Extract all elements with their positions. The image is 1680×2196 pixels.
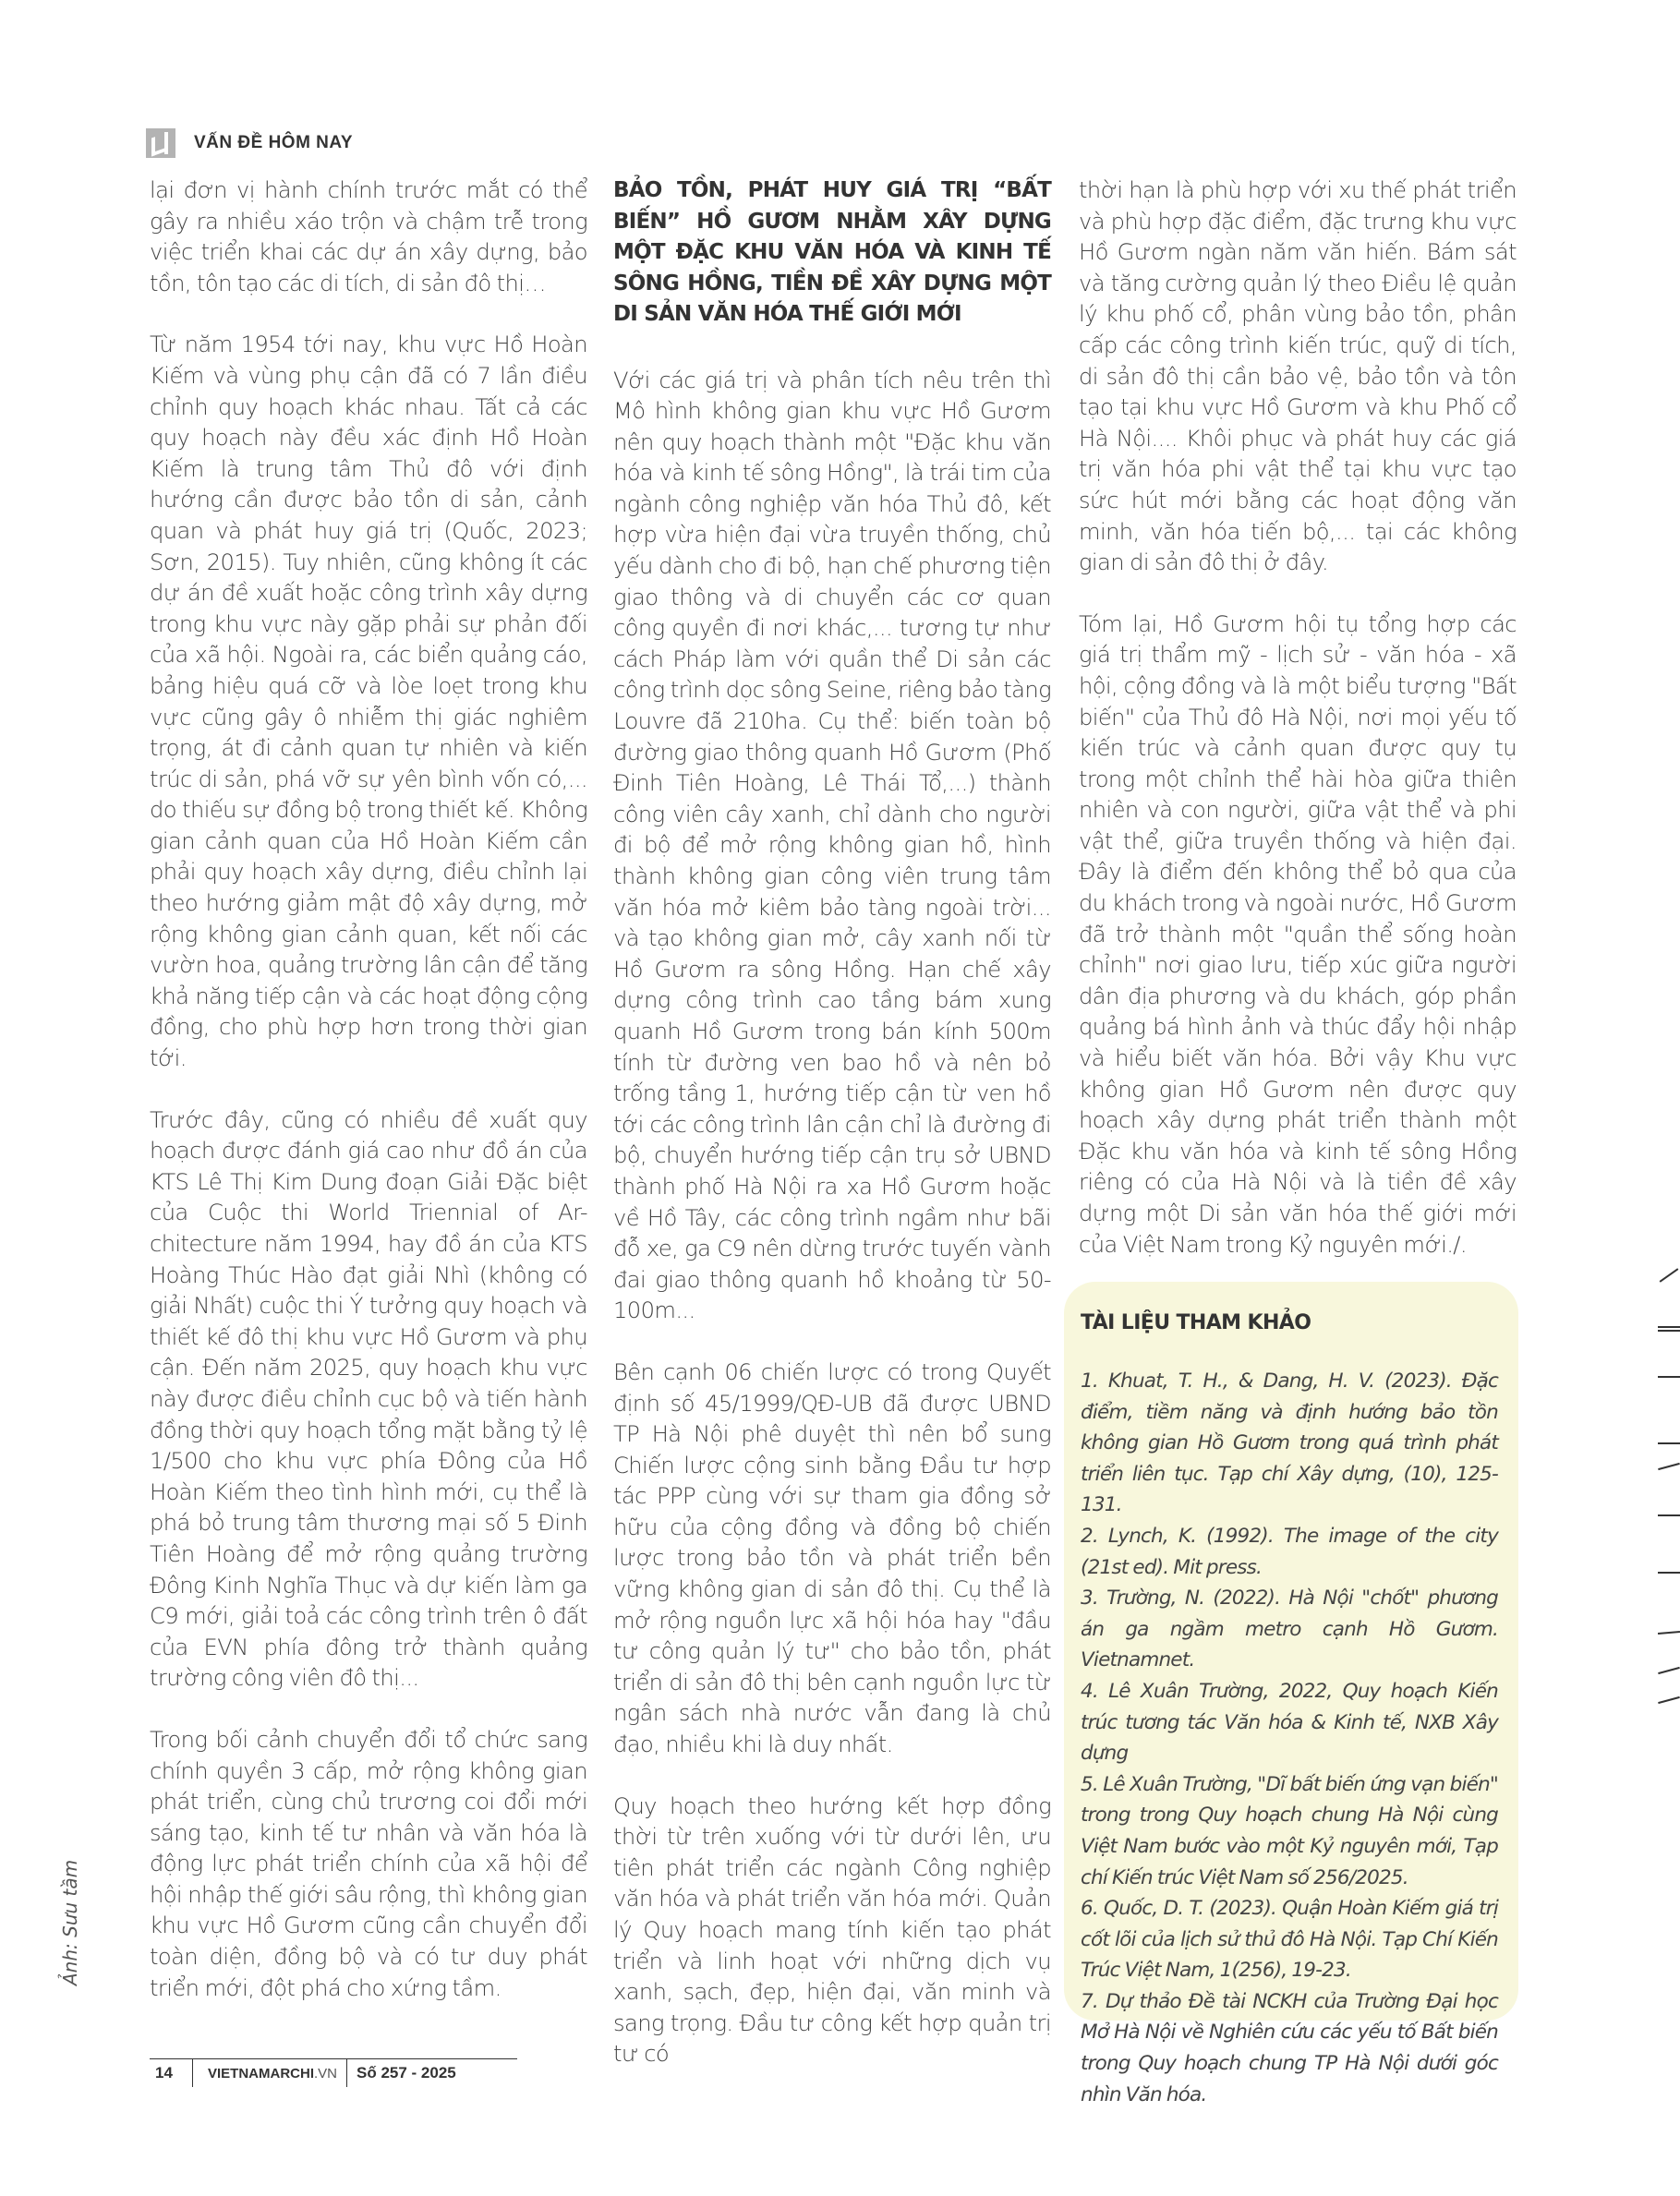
edge-stroke: [1660, 1268, 1679, 1282]
section-heading: BẢO TỒN, PHÁT HUY GIÁ TRỊ “BẤT BIẾN” HỒ GƯƠM NHẰM XÂY DỰNG MỘT ĐẶC KHU VĂN HÓA VÀ KINH TẾ SÔNG HỒNG, TIỀN ĐỀ XÂY DỰNG MỘT DI SẢN VĂN HÓA THẾ GIỚI MỚI: [613, 178, 1051, 326]
reference-item: 1. Khuat, T. H., & Dang, H. V. (2023). Đặc điểm, tiềm năng và định hướng bảo tồn không gian Hồ Gươm trong quá trình phát triển liên tục. Tạp chí Xây dựng, (10), 125-131.: [1081, 1369, 1498, 1517]
paragraph: Với các giá trị và phân tích nêu trên thì Mô hình không gian khu vực Hồ Gươm nên quy hoạch thành một "Đặc khu văn hóa và kinh tế sông Hồng", là trái tim của ngành công nghiệp văn hóa Thủ đô, kết hợp vừa hiện đại vừa truyền thống, chủ yếu dành cho đi bộ, hạn chế phương tiện giao thông và di chuyển các cơ quan công quyền đi nơi khác,... tương tự như cách Pháp làm với quần thể Di sản các công trình dọc sông Seine, riêng bảo tàng Louvre đã 210ha. Cụ thể: biến toàn bộ đường giao thông quanh Hồ Gươm (Phố Đinh Tiên Hoàng, Lê Thái Tổ,...) thành công viên cây xanh, chỉ dành cho người đi bộ để mở rộng không gian hồ, hình thành không gian công viên trung tâm văn hóa mở kiêm bảo tàng ngoài trời... và tạo không gian mở, cây xanh nối từ Hồ Gươm ra sông Hồng. Hạn chế xây dựng công trình cao tầng bám xung quanh Hồ Gươm trong bán kính 500m tính từ đường ven bao hồ và nên bỏ trống tầng 1, hướng tiếp cận từ ven hồ tới các công trình lân cận chỉ là đường đi bộ, chuyển hướng tiếp cận trụ sở UBND thành phố Hà Nội ra xa Hồ Gươm hoặc về Hồ Tây, các công trình ngầm như bãi đỗ xe, ga C9 nên dừng trước tuyến vành đai giao thông quanh hồ khoảng từ 50-100m...: [613, 367, 1051, 1324]
section-header: [146, 127, 353, 159]
edge-stroke: [1658, 1572, 1680, 1574]
reference-item: 3. Trường, N. (2022). Hà Nội "chốt" phương án ga ngầm metro cạnh Hồ Gươm. Vietnamnet.: [1081, 1587, 1498, 1672]
edge-stroke: [1658, 1376, 1680, 1378]
paragraph: Bên cạnh 06 chiến lược có trong Quyết định số 45/1999/QĐ-UB đã được UBND TP Hà Nội phê duyệt thì nên bổ sung Chiến lược cộng sinh bằng Đầu tư hợp tác PPP cùng với sự tham gia đồng sở hữu của cộng đồng và đồng bộ chiến lược trong bảo tồn và phát triển bền vững không gian di sản đô thị. Cụ thể là mở rộng nguồn lực xã hội hóa hay "đầu tư công quản lý tư" cho bảo tồn, phát triển di sản đô thị bên cạnh nguồn lực từ ngân sách nhà nước vẫn đang là chủ đạo, nhiều khi là duy nhất.: [613, 1358, 1051, 1758]
paragraph: Từ năm 1954 tới nay, khu vực Hồ Hoàn Kiếm và vùng phụ cận đã có 7 lần điều chỉnh quy hoạch khác nhau. Tất cả các quy hoạch này đều xác định Hồ Hoàn Kiếm là trung tâm Thủ đô với định hướng cần được bảo tồn di sản, cảnh quan và phát huy giá trị (Quốc, 2023; Sơn, 2015). Tuy nhiên, cũng không ít các dự án đề xuất hoặc công trình xây dựng trong khu vực này gặp phải sự phản đối của xã hội. Ngoài ra, các biển quảng cáo, bảng hiệu quá cỡ và lòe loẹt trong khu vực cũng gây ô nhiễm thị giác nghiêm trọng, át đi cảnh quan tự nhiên và kiến trúc di sản, phá vỡ sự yên bình vốn có,... do thiếu sự đồng bộ trong thiết kế. Không gian cảnh quan của Hồ Hoàn Kiếm cần phải quy hoạch xây dựng, điều chỉnh lại theo hướng giảm mật độ xây dựng, mở rộng không gian cảnh quan, kết nối các vườn hoa, quảng trường lân cận để tăng khả năng tiếp cận và các hoạt động cộng đồng, cho phù hợp hơn trong thời gian tới.: [150, 332, 587, 1072]
edge-stroke: [1658, 1326, 1680, 1328]
edge-stroke: [1658, 1696, 1680, 1704]
column-3: [1079, 175, 1517, 1291]
edge-stroke: [1658, 1442, 1680, 1444]
reference-item: 5. Lê Xuân Trường, "Dĩ bất biến ứng vạn biến" trong trong Quy hoạch chung Hà Nội cùng Việt Nam bước vào một Kỷ nguyên mới, Tạp chí Kiến trúc Việt Nam số 256/2025.: [1081, 1772, 1498, 1889]
paragraph: lại đơn vị hành chính trước mắt có thể gây ra nhiều xáo trộn và chậm trễ trong việc triển khai các dự án xây dựng, bảo tồn, tôn tạo các di tích, di sản đô thị…: [150, 177, 587, 296]
page-number: 14: [155, 2064, 173, 2081]
edge-stroke: [1658, 1463, 1680, 1470]
paragraph: Trước đây, cũng có nhiều đề xuất quy hoạch được đánh giá cao như đồ án của KTS Lê Thị Kim Dung đoạn Giải Đặc biệt của Cuộc thi World Triennial of Ar-chitecture năm 1994, hay đồ án của KTS Hoàng Thúc Hào đạt giải Nhì (không có giải Nhất) cuộc thi Ý tưởng quy hoạch và thiết kế đô thị khu vực Hồ Gươm và phụ cận. Đến năm 2025, quy hoạch khu vực này được điều chỉnh cục bộ và tiến hành đồng thời quy hoạch tổng mặt bằng tỷ lệ 1/500 cho khu vực phía Đông của Hồ Hoàn Kiếm theo tình hình mới, cụ thể là phá bỏ trung tâm thương mại số 5 Đinh Tiên Hoàng để mở rộng quảng trường Đông Kinh Nghĩa Thục và dự kiến làm ga C9 mới, giải toả các công trình trên ô đất của EVN phía đông trở thành quảng trường công viên đô thị...: [150, 1106, 587, 1692]
reference-item: 7. Dự thảo Đề tài NCKH của Trường Đại học Mở Hà Nội về Nghiên cứu các yếu tố Bất biến trong Quy hoạch chung TP Hà Nội dưới góc nhìn Văn hóa.: [1081, 1989, 1498, 2106]
site-name-bold: VIETNAMARCHI: [208, 2065, 314, 2081]
section-title: VẤN ĐỀ HÔM NAY: [194, 133, 354, 152]
paragraph: Trong bối cảnh chuyển đổi tổ chức sang chính quyền 3 cấp, mở rộng không gian phát triển, cùng chủ trương coi đổi mới sáng tạo, kinh tế tư nhân và văn hóa là động lực phát triển chính của xã hội để hội nhập thế giới sâu rộng, thì không gian khu vực Hồ Gươm cũng cần chuyển đổi toàn diện, đồng bộ và có tư duy phát triển mới, đột phá cho xứng tầm.: [150, 1726, 587, 2001]
edge-stroke: [1658, 1667, 1680, 1674]
photo-credit: Ảnh: Sưu tầm: [59, 1859, 81, 1985]
site-name-suffix: .VN: [314, 2065, 338, 2081]
edge-stroke: [1658, 1514, 1680, 1516]
column-2: [613, 175, 1051, 2101]
reference-item: 2. Lynch, K. (1992). The image of the city (21st ed). Mit press.: [1081, 1524, 1498, 1579]
reference-item: 6. Quốc, D. T. (2023). Quận Hoàn Kiếm giá trị cốt lõi của lịch sử thủ đô Hà Nội. Tạp Chí Kiến Trúc Việt Nam, 1(256), 19-23.: [1081, 1897, 1498, 1983]
section-logo-icon: [146, 128, 175, 158]
references-box: [1064, 1282, 1518, 2106]
paragraph: thời hạn là phù hợp với xu thế phát triển và phù hợp đặc điểm, đặc trưng khu vực Hồ Gươm ngàn năm văn hiến. Bám sát và tăng cường quản lý theo Điều lệ quản lý khu phố cổ, phân vùng bảo tồn, phân cấp các công trình kiến trúc, quỹ di tích, di sản đô thị cần bảo vệ, bảo tồn và tôn tạo tại khu vực Hồ Gươm và khu Phố cổ Hà Nội.... Khôi phục và phát huy các giá trị văn hóa phi vật thể tại khu vực tạo sức hút mới bằng các hoạt động văn minh, văn hóa tiến bộ,... tại các không gian di sản đô thị ở đây.: [1079, 177, 1517, 576]
site-name: [193, 2066, 346, 2081]
paragraph: Tóm lại, Hồ Gươm hội tụ tổng hợp các giá trị thẩm mỹ - lịch sử - văn hóa - xã hội, cộng đồng và là một biểu tượng "Bất biến" của Thủ đô Hà Nội, nơi mọi yếu tố kiến trúc và cảnh quan được quy tụ trong một chỉnh thể hài hòa giữa thiên nhiên và con người, giữa vật thể và phi vật thể, giữa truyền thống và hiện đại. Đây là điểm đến không thể bỏ qua của du khách trong và ngoài nước, Hồ Gươm đã trở thành một "quần thể sống hoàn chỉnh" nơi giao lưu, tiếp xúc giữa người dân địa phương và du khách, góp phần quảng bá hình ảnh và thúc đẩy hội nhập và hiểu biết văn hóa. Bởi vậy Khu vực không gian Hồ Gươm nên được quy hoạch xây dựng phát triển thành một Đặc khu văn hóa và kinh tế sông Hồng riêng có của Hà Nội và là tiền đề xây dựng một Di sản văn hóa thế giới mới của Việt Nam trong Kỷ nguyên mới./.: [1079, 610, 1517, 1258]
references-title: TÀI LIỆU THAM KHẢO: [1081, 1311, 1311, 1334]
page-footer: [150, 2058, 517, 2087]
paragraph: Quy hoạch theo hướng kết hợp đồng thời từ trên xuống với từ dưới lên, ưu tiên phát triển các ngành Công nghiệp văn hóa và phát triển văn hóa mới. Quản lý Quy hoạch mang tính kiến tạo phát triển và linh hoạt với những dịch vụ xanh, sạch, đẹp, hiện đại, văn minh và sang trọng. Đầu tư công kết hợp quản trị tư có: [613, 1792, 1051, 2068]
reference-item: 4. Lê Xuân Trường, 2022, Quy hoạch Kiến trúc tương tác Văn hóa & Kinh tế, NXB Xây dựng: [1081, 1679, 1498, 1766]
edge-stroke: [1658, 1330, 1680, 1332]
column-1: [150, 175, 587, 2034]
edge-stroke: [1658, 1631, 1680, 1635]
issue-number: Số 257 - 2025: [357, 2064, 456, 2081]
